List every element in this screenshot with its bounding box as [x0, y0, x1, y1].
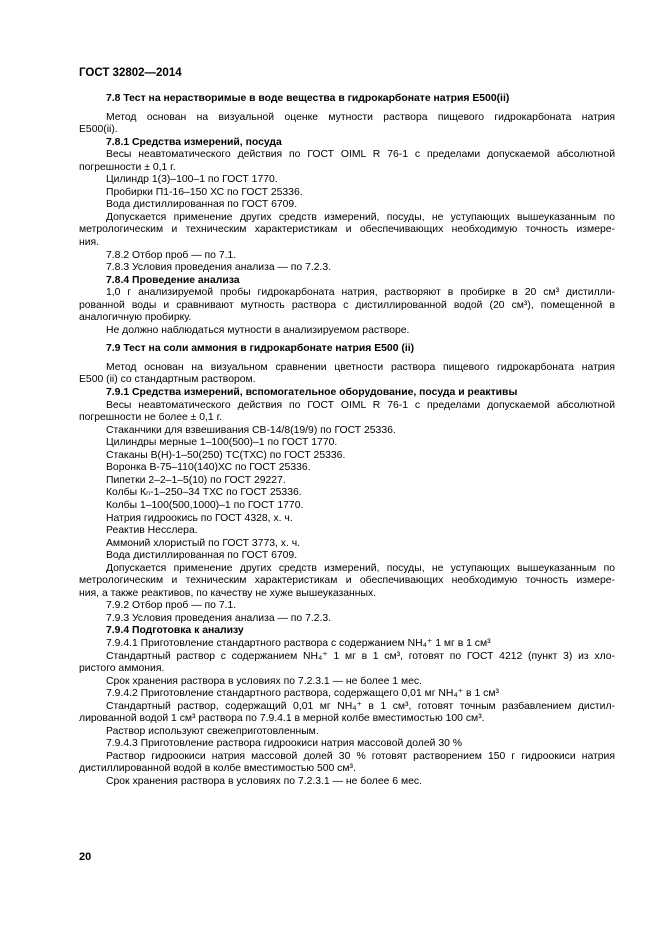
text-line: дистиллированной водой в колбе вместимостью 500 см³. — [79, 763, 356, 775]
text-line: Е500 (ii) со стандартным раствором. — [79, 374, 256, 386]
text-line: Е500(ii). — [79, 124, 118, 136]
section-heading: 7.8.1 Средства измерений, посуда — [106, 136, 282, 148]
text-line: Стандартный раствор с содержанием NH₄⁺ 1 мг в 1 см³, готовят по ГОСТ 4212 (пункт 3) из хло- — [106, 650, 615, 662]
text-line: Цилиндры мерные 1–100(500)–1 по ГОСТ 1770. — [106, 437, 338, 449]
text-line: Реактив Несслера. — [106, 525, 198, 537]
text-line: Стандартный раствор, содержащий 0,01 мг NH₄⁺ в 1 см³, готовят точным разбавлением дистил- — [106, 700, 615, 712]
text-line: Вода дистиллированная по ГОСТ 6709. — [106, 550, 298, 562]
text-line: Не должно наблюдаться мутности в анализируемом растворе. — [106, 324, 410, 336]
text-line: 7.8.3 Условия проведения анализа — по 7.2.3. — [106, 262, 332, 274]
text-line: 7.9.2 Отбор проб — по 7.1. — [106, 600, 237, 612]
text-line: Воронка В-75–110(140)ХС по ГОСТ 25336. — [106, 462, 311, 474]
text-line: 7.9.4.2 Приготовление стандартного раствора, содержащего 0,01 мг NH₄⁺ в 1 см³ — [106, 688, 499, 700]
text-line: Пипетки 2–2–1–5(10) по ГОСТ 29227. — [106, 474, 286, 486]
page-number: 20 — [79, 851, 92, 863]
section-heading: 7.8.4 Проведение анализа — [106, 274, 240, 286]
text-line: ния. — [79, 237, 100, 249]
section-heading: 7.9.1 Средства измерений, вспомогательное оборудование, посуда и реактивы — [106, 387, 518, 399]
text-line: Весы неавтоматического действия по ГОСТ OIML R 76-1 с пределами допускаемой абсолютной — [106, 149, 615, 161]
text-line: Колбы 1–100(500,1000)–1 по ГОСТ 1770. — [106, 499, 304, 511]
text-line: Стаканы В(Н)-1–50(250) ТС(ТХС) по ГОСТ 25336. — [106, 449, 346, 461]
text-line: Пробирки П1-16–150 ХС по ГОСТ 25336. — [106, 186, 303, 198]
text-line: погрешности ± 0,1 г. — [79, 161, 176, 173]
text-line: рованной воды и сравнивают мутность раствора с дистиллированной водой (20 см³), помещенной в — [79, 299, 615, 311]
text-line: Цилиндр 1(3)–100–1 по ГОСТ 1770. — [106, 174, 278, 186]
section-heading: 7.9 Тест на соли аммония в гидрокарбонате натрия Е500 (ii) — [106, 343, 415, 355]
text-line: Срок хранения раствора в условиях по 7.2.3.1 — не более 1 мес. — [106, 675, 422, 687]
text-line: лированной водой 1 см³ раствора по 7.9.4.1 в мерной колбе вместимостью 100 см³. — [79, 713, 485, 725]
text-line: Вода дистиллированная по ГОСТ 6709. — [106, 199, 298, 211]
text-line: Натрия гидроокись по ГОСТ 4328, х. ч. — [106, 512, 293, 524]
text-line: Метод основан на визуальной оценке мутности раствора пищевого гидрокарбоната натрия — [106, 111, 615, 123]
text-line: ния, а также реактивов, по качеству не хуже вышеуказанных. — [79, 587, 377, 599]
text-line: Срок хранения раствора в условиях по 7.2.3.1 — не более 6 мес. — [106, 775, 422, 787]
text-line: метрологическим и техническим характеристикам и обеспечивающих необходимую точность измере- — [79, 575, 615, 587]
text-line: Допускается применение других средств измерений, посуды, не уступающих вышеуказанным по — [106, 562, 615, 574]
text-line: 7.9.3 Условия проведения анализа — по 7.2.3. — [106, 612, 332, 624]
text-line: Раствор гидроокиси натрия массовой долей 30 % готовят растворением 150 г гидроокиси натрия — [106, 750, 615, 762]
text-line: Раствор используют свежеприготовленным. — [106, 725, 319, 737]
text-line: 7.8.2 Отбор проб — по 7.1. — [106, 249, 237, 261]
document-header: ГОСТ 32802—2014 — [79, 67, 182, 79]
text-line: Колбы Кₙ-1–250–34 ТХС по ГОСТ 25336. — [106, 487, 302, 499]
text-line: аналогичную пробирку. — [79, 312, 192, 324]
text-line: 1,0 г анализируемой пробы гидрокарбоната натрия, растворяют в пробирке в 20 см³ дистилли- — [106, 287, 615, 299]
text-line: Стаканчики для взвешивания СВ-14/8(19/9) по ГОСТ 25336. — [106, 424, 396, 436]
text-line: ристого аммония. — [79, 663, 165, 675]
text-line: Весы неавтоматического действия по ГОСТ OIML R 76-1 с пределами допускаемой абсолютной — [106, 399, 615, 411]
section-heading: 7.8 Тест на нерастворимые в воде вещества в гидрокарбонате натрия Е500(ii) — [106, 93, 510, 104]
text-line: метрологическим и техническим характеристикам и обеспечивающих необходимую точность измере- — [79, 224, 615, 236]
document-body — [79, 93, 615, 789]
text-line: Аммоний хлористый по ГОСТ 3773, х. ч. — [106, 537, 301, 549]
text-line: Метод основан на визуальном сравнении цветности раствора пищевого гидрокарбоната натрия — [106, 361, 615, 373]
section-heading: 7.9.4 Подготовка к анализу — [106, 625, 244, 637]
text-line: погрешности не более ± 0,1 г. — [79, 412, 222, 424]
text-line: 7.9.4.3 Приготовление раствора гидроокиси натрия массовой долей 30 % — [106, 738, 462, 750]
text-line: Допускается применение других средств измерений, посуды, не уступающих вышеуказанным по — [106, 211, 615, 223]
text-line: 7.9.4.1 Приготовление стандартного раствора с содержанием NH₄⁺ 1 мг в 1 см³ — [106, 637, 491, 649]
